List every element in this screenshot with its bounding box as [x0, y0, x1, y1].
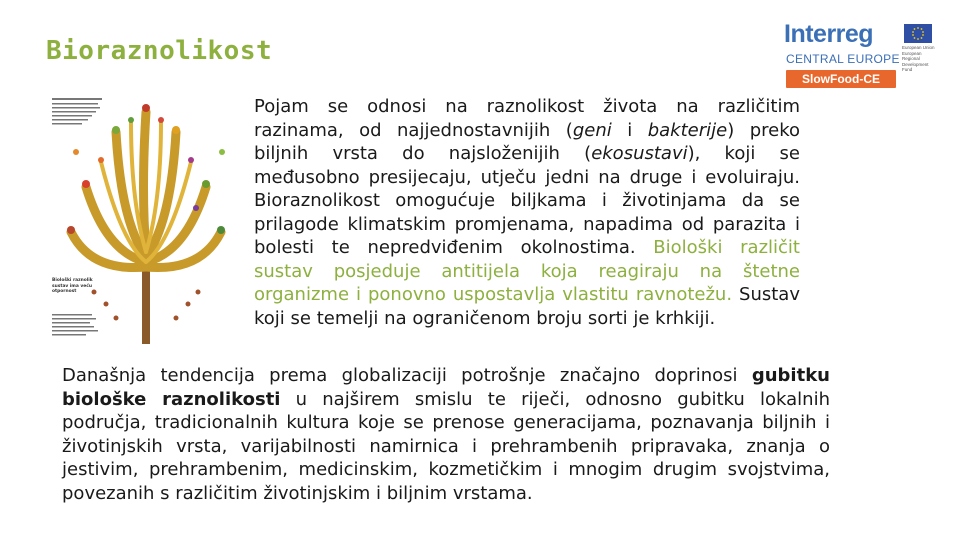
para2-bold: gubitku biološke raznolikosti: [62, 365, 830, 410]
para2-text-2: u najširem smislu te riječi, odnosno gubitku lokalnih područja, tradicionalnih kultura koje se prenose generacijama, poznavanja biljnih i životinjskih vrsta, varijabilnosti namirnica i prehrambenih pripravaka, znanja o jestivim, prehrambenim, medicinskim, kozmetičkim i mnogim drugim svojstvima, povezanih s različitim životinjskim i biljnim vrstama.: [62, 388, 830, 504]
para1-text-4: ), koji se međusobno presijecaju, utječu jedni na druge i evoluiraju. Bioraznolikost omogućuje biljkama i životinjama da se prilagode klimatskim promjenama, napadima od parazita i bolesti te nepredviđenim okolnostima.: [254, 143, 800, 258]
logo-wordmark: Interreg: [784, 20, 874, 48]
eu-flag-icon: [904, 24, 932, 43]
infographic-caption: Biološki raznolik sustav ima veću otpornost: [52, 278, 93, 295]
para1-text-1: Pojam se odnosi na raznolikost života na različitim razinama, od najjednostavnijih (: [254, 96, 800, 141]
para1-highlight: Biološki različit sustav posjeduje antitijela koja reagiraju na štetne organizme i ponovno uspostavlja vlastitu ravnotežu.: [254, 237, 800, 305]
paragraph-globalization-loss: [62, 364, 830, 505]
para1-text-2: i: [611, 119, 648, 141]
biodiversity-tree-infographic: [46, 92, 246, 344]
para1-geni: geni: [572, 119, 612, 141]
para1-text-5: Sustav koji se temelji na ograničenom broju sorti je krhkiji.: [254, 284, 800, 329]
para1-ekosustavi: ekosustavi: [591, 143, 688, 164]
interreg-slowfood-logo: [780, 20, 940, 92]
logo-programme: CENTRAL EUROPE: [786, 52, 900, 66]
para1-text-3: ) preko biljnih vrsta do najsloženijih (: [254, 119, 801, 164]
paragraph-biodiversity-definition: [254, 95, 800, 330]
page-title: Bioraznolikost: [46, 36, 273, 66]
tree-illustration: [46, 92, 246, 344]
para1-bakterije: bakterije: [647, 119, 728, 141]
para2-text-1: Današnja tendencija prema globalizaciji potrošnje značajno doprinosi: [62, 365, 752, 386]
logo-project-badge: SlowFood-CE: [786, 70, 896, 88]
eu-fund-note: European Union European Regional Development Fund: [902, 45, 935, 72]
